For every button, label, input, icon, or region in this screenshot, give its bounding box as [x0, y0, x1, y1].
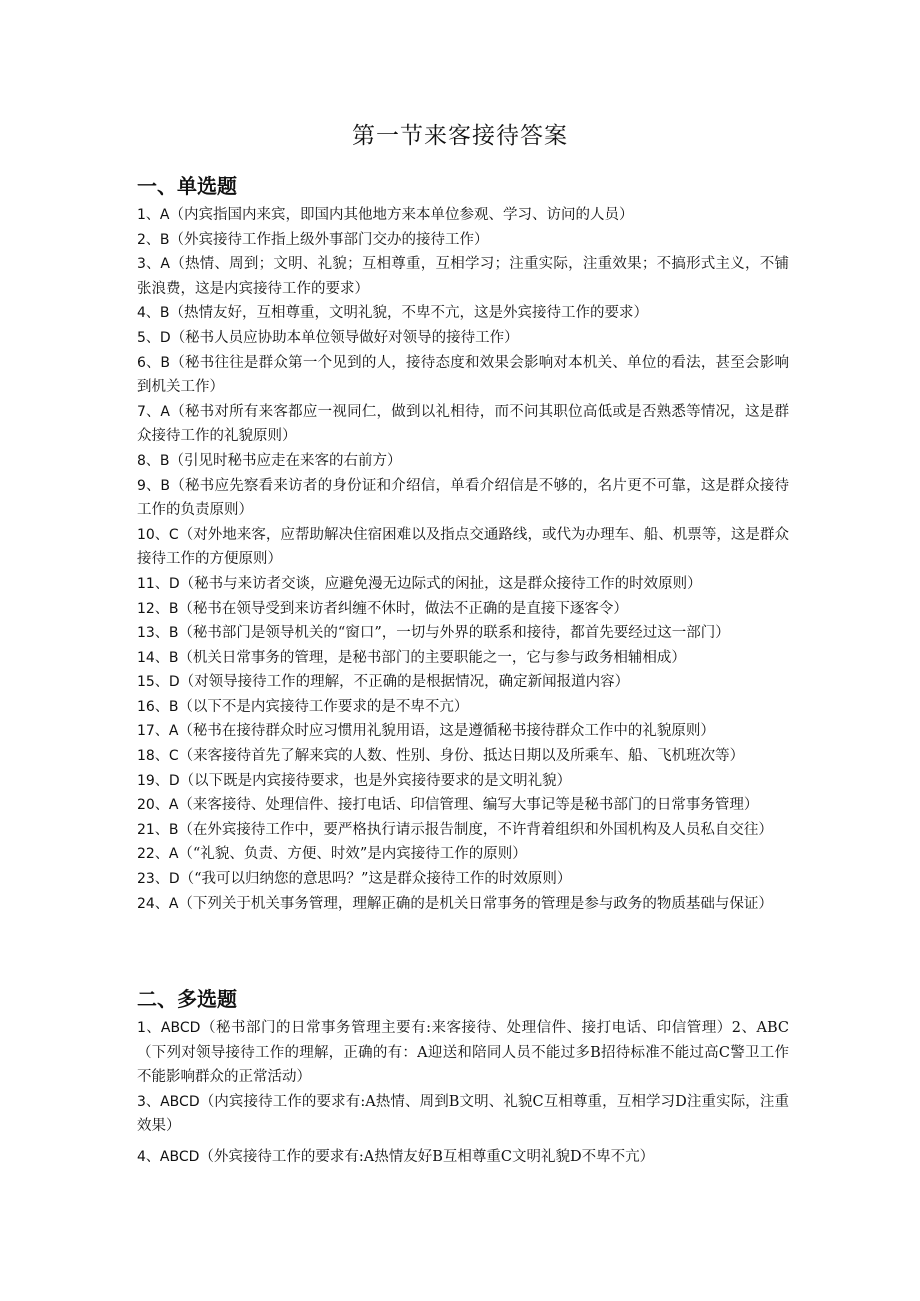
- answer-number: 21、B: [137, 821, 179, 838]
- answer-explanation: （热情、周到；文明、礼貌；互相尊重，互相学习；注重实际，注重效果；不搞形式主义，不铺张浪费，这是内宾接待工作的要求）: [137, 256, 790, 297]
- answer-number: 4、ABCD: [137, 1148, 200, 1165]
- answer-number: 9、B: [137, 477, 170, 494]
- answer-item: [137, 793, 789, 818]
- answer-item: [137, 203, 789, 228]
- single-choice-heading: 一、单选题: [137, 174, 237, 198]
- answer-number: 10、C: [137, 526, 179, 543]
- answer-explanation: （“我可以归纳您的意思吗？”这是群众接待工作的时效原则）: [179, 871, 572, 888]
- answer-number: 5、D: [137, 329, 171, 346]
- answer-explanation: （来客接待、处理信件、接打电话、印信管理、编写大事记等是秘书部门的日常事务管理）: [178, 797, 759, 814]
- answer-explanation: （引见时秘书应走在来客的右前方）: [169, 452, 402, 469]
- answer-explanation: （外宾接待工作指上级外事部门交办的接待工作）: [169, 231, 489, 248]
- answer-item: [137, 769, 789, 794]
- answer-item: [137, 474, 789, 523]
- answer-explanation: （内宾接待工作的要求有:A热情、周到B文明、礼貌C互相尊重，互相学习D注重实际，注重效果）: [137, 1093, 789, 1135]
- answer-explanation: （“礼貌、负责、方便、时效”是内宾接待工作的原则）: [178, 846, 527, 863]
- answer-number: 23、D: [137, 871, 180, 888]
- answer-explanation: （对外地来客，应帮助解决住宿困难以及指点交通路线，或代为办理车、船、机票等，这是群众接待工作的方便原则）: [137, 526, 789, 568]
- multi-choice-heading: 二、多选题: [137, 987, 237, 1011]
- answer-explanation: （热情友好，互相尊重，文明礼貌，不卑不亢，这是外宾接待工作的要求）: [169, 305, 649, 322]
- answer-item: [137, 646, 789, 671]
- answer-item: [137, 400, 789, 449]
- page-title: 第一节来客接待答案: [352, 123, 568, 149]
- answer-number: 3、A: [137, 256, 170, 273]
- answer-explanation: （下列关于机关事务管理，理解正确的是机关日常事务的管理是参与政务的物质基础与保证）: [178, 895, 773, 912]
- answer-number: 15、D: [137, 674, 180, 691]
- answer-item: [137, 326, 789, 351]
- answer-number: 1、A: [137, 207, 170, 223]
- answer-item: [137, 719, 789, 744]
- answer-number: 20、A: [137, 797, 179, 814]
- answer-item: [137, 744, 789, 769]
- answer-number: 12、B: [137, 600, 179, 617]
- answer-explanation: （以下不是内宾接待工作要求的是不卑不亢）: [178, 698, 469, 715]
- answer-number: 6、B: [137, 354, 170, 371]
- answer-explanation: （在外宾接待工作中，要严格执行请示报告制度，不许背着组织和外国机构及人员私自交往）: [178, 821, 773, 838]
- answer-explanation: （秘书人员应协助本单位领导做好对领导的接待工作）: [170, 329, 519, 346]
- answer-item: [137, 572, 789, 597]
- answer-item: [137, 867, 789, 892]
- answer-explanation: （秘书在领导受到来访者纠缠不休时，做法不正确的是直接下逐客令）: [178, 600, 628, 617]
- answer-number: 18、C: [137, 748, 179, 765]
- multi-choice-answer-list: [137, 1016, 789, 1170]
- answer-item: [137, 301, 789, 326]
- answer-number: 7、A: [137, 403, 170, 420]
- answer-item: [137, 842, 789, 867]
- answer-number: 24、A: [137, 895, 179, 912]
- answer-item: [137, 1145, 789, 1170]
- answer-explanation: （秘书往往是群众第一个见到的人，接待态度和效果会影响对本机关、单位的看法，甚至会影响到机关工作）: [137, 354, 790, 396]
- answer-item: [137, 695, 789, 720]
- answer-number: 16、B: [137, 698, 179, 715]
- answer-explanation: （来客接待首先了解来宾的人数、性别、身份、抵达日期以及所乘车、船、飞机班次等）: [178, 748, 745, 765]
- single-choice-answer-list: [137, 203, 789, 916]
- answer-explanation: （秘书与来访者交谈，应避免漫无边际式的闲扯，这是群众接待工作的时效原则）: [179, 575, 702, 592]
- answer-number: 14、B: [137, 649, 179, 666]
- answer-number: 17、A: [137, 723, 179, 740]
- answer-item: [137, 1016, 789, 1090]
- answer-explanation: （秘书对所有来客都应一视同仁，做到以礼相待，而不问其职位高低或是否熟悉等情况，这是群众接待工作的礼貌原则）: [137, 403, 790, 445]
- answer-item: [137, 621, 789, 646]
- answer-number: 8、B: [137, 452, 170, 469]
- answer-item: [137, 892, 789, 917]
- answer-explanation: （机关日常事务的管理，是秘书部门的主要职能之一，它与参与政务相辅相成）: [178, 649, 686, 666]
- answer-number: 3、ABCD: [137, 1093, 200, 1110]
- answer-number: 4、B: [137, 305, 170, 322]
- answer-item: [137, 1090, 789, 1139]
- answer-item: [137, 252, 789, 301]
- answer-number: 22、A: [137, 846, 179, 863]
- answer-number: 2、B: [137, 231, 170, 248]
- answer-item: [137, 228, 789, 253]
- answer-item: [137, 670, 789, 695]
- answer-explanation: （秘书应先察看来访者的身份证和介绍信，单看介绍信是不够的，名片更不可靠，这是群众接待工作的负责原则）: [137, 477, 790, 519]
- answer-number: 1、ABCD: [137, 1020, 201, 1036]
- answer-item: [137, 818, 789, 843]
- answer-explanation: （外宾接待工作的要求有:A热情友好B互相尊重C文明礼貌D不卑不亢）: [199, 1148, 655, 1165]
- answer-explanation: （内宾指国内来宾，即国内其他地方来本单位参观、学习、访问的人员）: [169, 207, 634, 223]
- answer-explanation: （秘书部门是领导机关的“窗口”，一切与外界的联系和接待，都首先要经过这一部门）: [178, 625, 730, 642]
- answer-number: 19、D: [137, 772, 180, 789]
- answer-number: 13、B: [137, 625, 179, 642]
- answer-explanation: （以下既是内宾接待要求，也是外宾接待要求的是文明礼貌）: [179, 772, 572, 789]
- answer-number: 11、D: [137, 575, 180, 592]
- answer-item: [137, 523, 789, 572]
- answer-explanation: （秘书部门的日常事务管理主要有:来客接待、处理信件、接打电话、印信管理）2、ABC（下列对领导接待工作的理解，正确的有：A迎送和陪同人员不能过多B招待标准不能过高C警卫工作不能影响群众的正常活动）: [137, 1020, 789, 1086]
- answer-explanation: （对领导接待工作的理解，不正确的是根据情况，确定新闻报道内容）: [179, 674, 630, 691]
- answer-item: [137, 351, 789, 400]
- answer-item: [137, 597, 789, 622]
- answer-explanation: （秘书在接待群众时应习惯用礼貌用语，这是遵循秘书接待群众工作中的礼貌原则）: [178, 723, 715, 740]
- answer-item: [137, 449, 789, 474]
